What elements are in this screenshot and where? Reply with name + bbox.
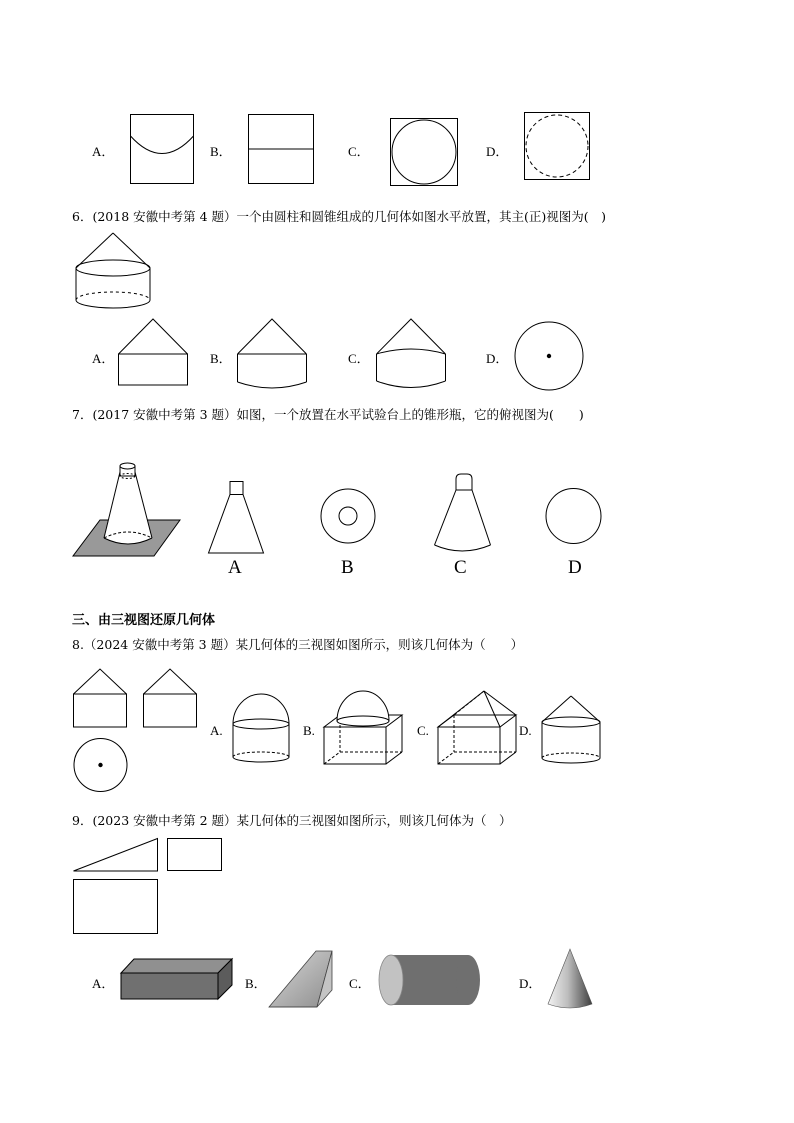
q7-option-a-label[interactable]: A [228,557,242,578]
q9-option-d-label[interactable]: D． [519,976,542,991]
q9-top-view [73,879,159,935]
q7-stem: 7．(2017 安徽中考第 3 题）如图，一个放置在水平试验台上的锥形瓶，它的俯视图为( ) [72,407,584,422]
q6-option-a-label[interactable]: A． [92,351,115,366]
q6-option-b-label[interactable]: B． [210,351,232,366]
q8-option-a-figure[interactable] [232,693,290,765]
q8-option-c-label[interactable]: C. [417,723,429,738]
q9-option-c-label[interactable]: C． [349,976,371,991]
q5-option-d-figure[interactable] [524,112,590,180]
q5-option-b-label[interactable]: B． [210,144,232,159]
q7-option-d-figure[interactable] [545,488,603,544]
q8-option-d-label[interactable]: D. [519,723,532,738]
q7-option-c-figure[interactable] [434,473,492,553]
q6-option-d-figure[interactable] [514,321,584,391]
q6-stem: 6．(2018 安徽中考第 4 题）一个由圆柱和圆锥组成的几何体如图水平放置，其主(正)视图为( ) [72,209,607,224]
q9-front-view [73,838,159,872]
q6-option-c-label[interactable]: C． [348,351,370,366]
q7-option-b-figure[interactable] [320,488,376,544]
q8-option-b-figure[interactable] [323,690,403,766]
q5-option-a-label[interactable]: A． [92,144,115,159]
q8-front-view [73,668,127,728]
q6-solid-figure [75,232,151,310]
q7-option-b-label[interactable]: B [341,557,354,578]
q9-option-a-figure[interactable] [120,958,234,1000]
q9-stem: 9．(2023 安徽中考第 2 题）某几何体的三视图如图所示，则该几何体为（ ） [72,813,512,828]
q9-option-c-figure[interactable] [378,954,482,1006]
q5-option-d-label[interactable]: D． [486,144,509,159]
q7-option-c-label[interactable]: C [454,557,467,578]
q9-option-a-label[interactable]: A． [92,976,115,991]
q5-option-c-label[interactable]: C． [348,144,370,159]
q8-option-c-figure[interactable] [437,690,517,766]
q9-option-b-label[interactable]: B． [245,976,267,991]
q6-option-c-figure[interactable] [376,318,446,390]
q9-side-view [167,838,223,872]
q8-side-view [143,668,197,728]
q8-option-b-label[interactable]: B. [303,723,315,738]
q8-top-view [73,738,129,792]
q9-option-d-figure[interactable] [547,948,595,1012]
q9-option-b-figure[interactable] [268,950,334,1010]
q8-option-a-label[interactable]: A. [210,723,223,738]
q6-option-a-figure[interactable] [118,318,188,386]
section-title: 三、由三视图还原几何体 [72,613,216,628]
q7-option-a-figure[interactable] [208,481,264,554]
q8-stem: 8.（2024 安徽中考第 3 题）某几何体的三视图如图所示，则该几何体为（ ） [72,637,524,652]
q7-flask-figure [72,462,182,558]
q6-option-b-figure[interactable] [237,318,307,390]
q5-option-b-figure[interactable] [248,114,314,184]
q5-option-c-figure[interactable] [390,118,458,186]
q5-option-a-figure[interactable] [130,114,194,184]
q7-option-d-label[interactable]: D [568,557,582,578]
q8-option-d-figure[interactable] [541,695,601,765]
q6-option-d-label[interactable]: D． [486,351,509,366]
